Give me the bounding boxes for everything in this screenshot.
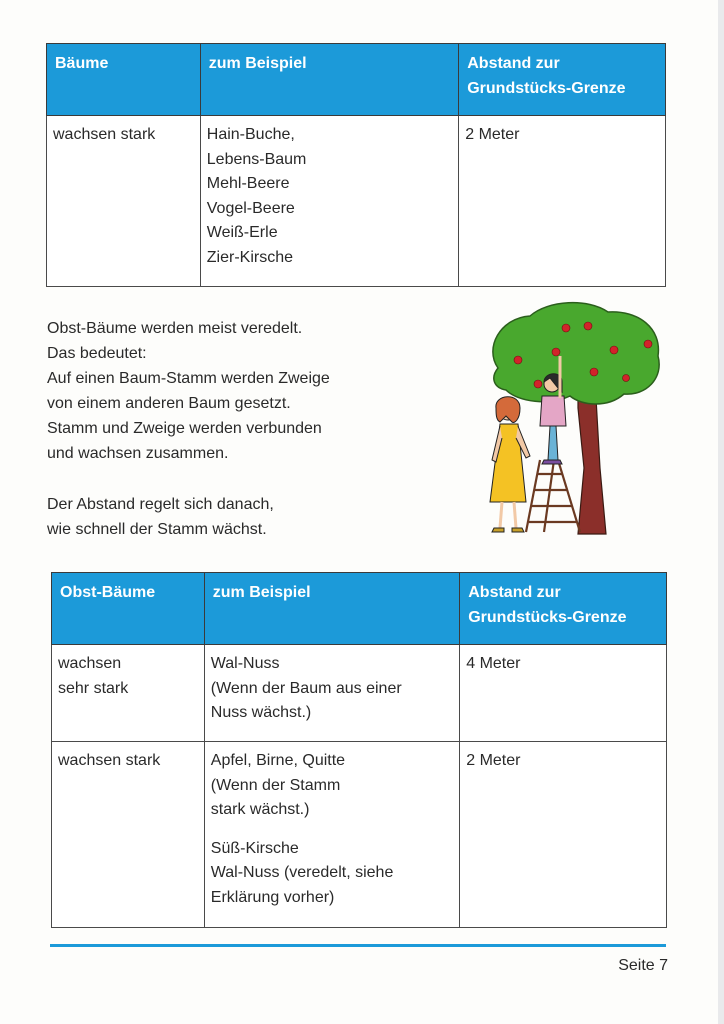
text-line: wie schnell der Stamm wächst. xyxy=(47,521,267,538)
example-item: Nuss wächst.) xyxy=(210,704,312,721)
fruit-trees-table-header xyxy=(52,573,667,645)
text-line: von einem anderen Baum gesetzt. xyxy=(47,395,291,412)
header-examples: zum Beispiel xyxy=(204,573,459,645)
trees-table xyxy=(46,43,666,287)
distance-cell: 2 Meter xyxy=(460,742,667,928)
growth-cell xyxy=(52,645,205,742)
distance-cell: 4 Meter xyxy=(460,645,667,742)
examples-cell xyxy=(204,645,459,742)
example-item: Zier-Kirsche xyxy=(206,248,293,266)
header-distance-line1: Abstand zur xyxy=(468,584,561,601)
growth-line: sehr stark xyxy=(58,679,129,697)
growth-line: wachsen xyxy=(58,655,122,672)
text-line: Stamm und Zweige werden verbunden xyxy=(47,420,322,437)
example-item: Apfel, Birne, Quitte xyxy=(210,752,346,769)
footer-rule xyxy=(50,944,666,947)
growth-cell: wachsen stark xyxy=(52,742,205,928)
header-distance xyxy=(459,44,666,116)
examples-cell xyxy=(200,116,458,287)
trees-table-header xyxy=(47,44,666,116)
examples-cell xyxy=(204,742,459,928)
grafting-explanation xyxy=(47,316,330,466)
growth-cell: wachsen stark xyxy=(47,116,201,287)
page-edge xyxy=(718,0,724,1024)
example-item: Mehl-Beere xyxy=(206,175,290,192)
header-distance-line2: Grundstücks-Grenze xyxy=(468,608,627,626)
apple-tree-illustration xyxy=(478,298,668,542)
distance-explanation xyxy=(47,492,274,542)
example-item: Wal-Nuss xyxy=(210,655,280,672)
text-line: und wachsen zusammen. xyxy=(47,445,229,462)
header-examples: zum Beispiel xyxy=(200,44,458,116)
spacer xyxy=(211,823,453,837)
example-item: (Wenn der Stamm xyxy=(210,776,341,794)
header-distance-line2: Grundstücks-Grenze xyxy=(467,79,626,97)
example-item: Wal-Nuss (veredelt, siehe xyxy=(210,864,394,881)
header-distance-line1: Abstand zur xyxy=(467,55,560,72)
page-number: Seite 7 xyxy=(618,957,668,974)
example-item: Hain-Buche, xyxy=(206,126,295,143)
example-item: Vogel-Beere xyxy=(206,199,295,217)
table-row xyxy=(47,116,666,287)
text-line: Obst-Bäume werden meist veredelt. xyxy=(47,320,303,337)
table-row xyxy=(52,742,667,928)
header-fruit-trees: Obst-Bäume xyxy=(52,573,205,645)
example-item: Weiß-Erle xyxy=(206,224,278,241)
example-item: (Wenn der Baum aus einer xyxy=(210,679,402,697)
distance-cell: 2 Meter xyxy=(459,116,666,287)
text-line: Der Abstand regelt sich danach, xyxy=(47,496,274,513)
example-item: Lebens-Baum xyxy=(206,150,307,168)
example-item: Erklärung vorher) xyxy=(210,888,335,906)
header-trees: Bäume xyxy=(47,44,201,116)
text-line: Auf einen Baum-Stamm werden Zweige xyxy=(47,370,330,387)
table-row xyxy=(52,645,667,742)
example-item: stark wächst.) xyxy=(210,801,310,818)
text-line: Das bedeutet: xyxy=(47,345,147,362)
fruit-trees-table xyxy=(51,572,667,928)
example-item: Süß-Kirsche xyxy=(210,839,299,857)
header-distance xyxy=(460,573,667,645)
